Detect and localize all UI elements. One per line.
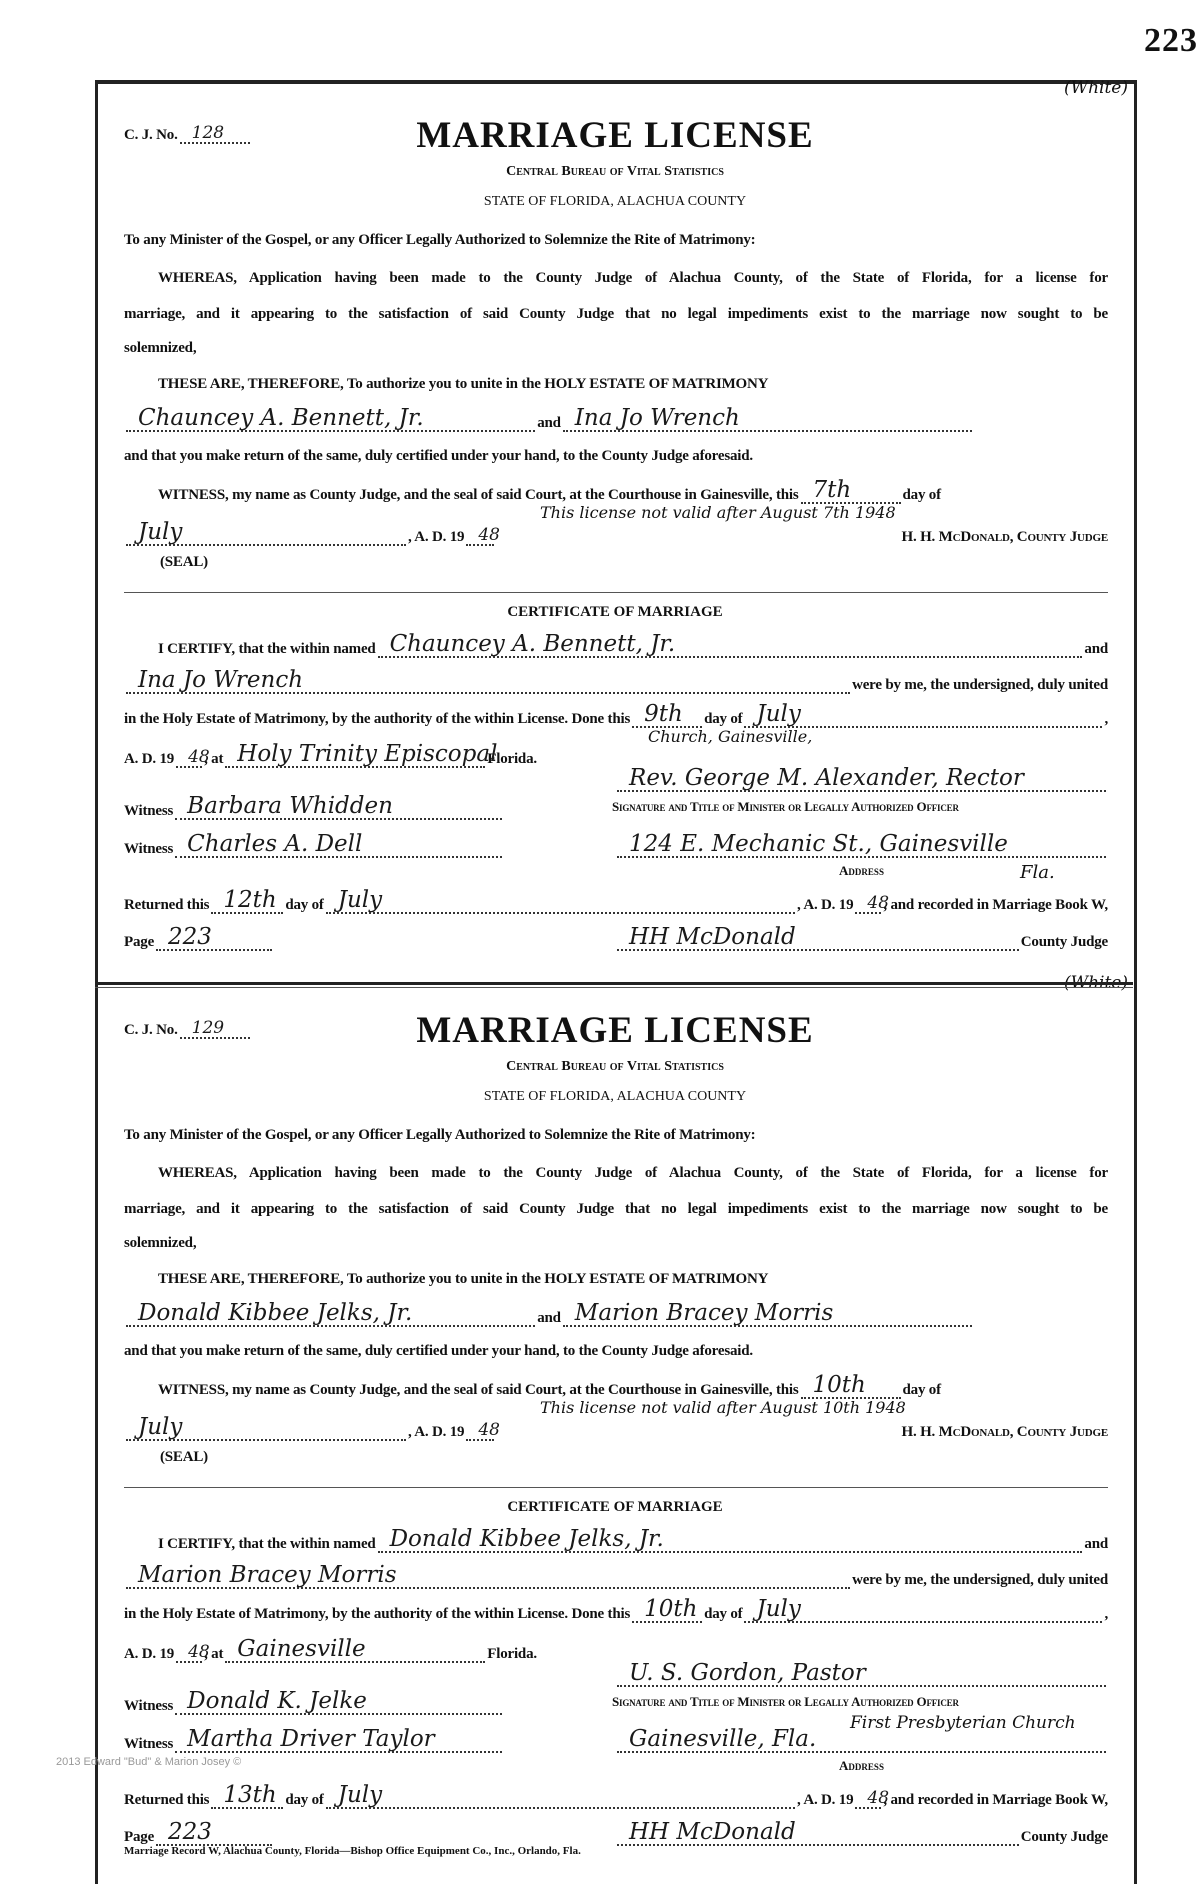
witness-1-field-handwriting: Barbara Whidden (187, 793, 393, 819)
comma: , (1104, 711, 1108, 727)
witness-label: Witness (124, 803, 174, 819)
place-field (225, 741, 498, 768)
returned-month-field-handwriting: July (337, 887, 383, 913)
license-month-field-handwriting: July (138, 1414, 183, 1440)
place-field-handwriting: Gainesville (237, 1636, 366, 1662)
cj-number-field-handwriting: 128 (191, 123, 225, 143)
officer-signature-field (617, 1660, 1106, 1687)
bride-name-field-handwriting: Marion Bracey Morris (574, 1300, 834, 1326)
marriage-record (0, 895, 1200, 1845)
cert-groom-field-handwriting: Donald Kibbee Jelks, Jr. (389, 1526, 664, 1552)
license-title: MARRIAGE LICENSE (416, 1010, 814, 1051)
bureau-subtitle: Central Bureau of Vital Statistics (506, 164, 724, 179)
license-year-field (466, 1419, 500, 1441)
returned-month-field-handwriting: July (337, 1782, 383, 1808)
cert-groom-field-handwriting: Chauncey A. Bennett, Jr. (389, 631, 676, 657)
state-county: STATE OF FLORIDA, ALACHUA COUNTY (483, 194, 747, 209)
and-text: and (1084, 641, 1108, 657)
cj-number-field-handwriting: 129 (191, 1018, 225, 1038)
at-text: , at (204, 751, 224, 767)
done-year-field (176, 1641, 210, 1663)
whereas-line-3: solemnized, (124, 340, 197, 356)
bureau-subtitle: Central Bureau of Vital Statistics (506, 1059, 724, 1074)
ad-text: , A. D. 19 (408, 1424, 465, 1440)
whereas-line-2: marriage, and it appearing to the satisfaction of said County Judge that no legal impediments exist to the marriage now sought to be (124, 1201, 1108, 1217)
witness-text: WITNESS, my name as County Judge, and the seal of said Court, at the Courthouse in Gainesville, this (158, 487, 799, 503)
certificate-heading: CERTIFICATE OF MARRIAGE (507, 1499, 723, 1515)
place-note: Church, Gainesville, (648, 727, 813, 746)
done-month-field (744, 1596, 1102, 1623)
officer-address-field (617, 831, 1106, 858)
page-number: 223 (1144, 22, 1198, 59)
returned-text: Returned this (124, 1792, 210, 1808)
book-page-field (156, 1819, 272, 1846)
done-month-field-handwriting: July (756, 701, 801, 727)
judge-signature-field-handwriting: HH McDonald (629, 924, 796, 950)
day-of-text: day of (285, 1792, 324, 1808)
license-month-field (126, 1414, 406, 1441)
groom-name-field (126, 1300, 535, 1327)
day-of-text: day of (285, 897, 324, 913)
place-field-handwriting: Holy Trinity Episcopal (237, 741, 498, 767)
officer-address-field (617, 1726, 1106, 1753)
cert-groom-field (378, 631, 1083, 658)
cj-number-field (180, 1017, 250, 1039)
address-label: Address (839, 1758, 884, 1773)
place-field (225, 1636, 485, 1663)
returned-year-field (855, 1787, 890, 1809)
whereas-line-1: WHEREAS, Application having been made to the County Judge of Alachua County, of the State of Florida, for a license for (158, 1165, 1108, 1181)
license-day-field-handwriting: 7th (812, 477, 852, 503)
done-year-field-handwriting: 48 (188, 747, 210, 767)
officer-signature-field-handwriting: Rev. George M. Alexander, Rector (629, 765, 1024, 791)
day-of-text: day of (902, 1382, 941, 1398)
judge-signature-field (617, 1819, 1019, 1846)
license-day-field-handwriting: 10th (812, 1372, 866, 1398)
holy-estate-text: in the Holy Estate of Matrimony, by the authority of the within License. Done this (124, 1606, 631, 1622)
section-rule (124, 592, 1108, 593)
cj-number-field (180, 122, 250, 144)
returned-year-field-handwriting: 48 (867, 893, 890, 913)
groom-name-field-handwriting: Chauncey A. Bennett, Jr. (138, 405, 424, 431)
day-of-text: day of (902, 487, 941, 503)
these-are-text: THESE ARE, THEREFORE, To authorize you to unite in the HOLY ESTATE OF MATRIMONY (158, 1271, 769, 1287)
done-day-field (632, 701, 702, 728)
copyright-watermark: 2013 Edward "Bud" & Marion Josey © (56, 1756, 242, 1768)
officer-address-field-handwriting: 124 E. Mechanic St., Gainesville (629, 831, 1008, 857)
address-continuation: Fla. (1020, 862, 1055, 883)
witness-2-field (175, 831, 502, 858)
witness-1-field (175, 1688, 502, 1715)
record-divider (95, 982, 1133, 988)
were-united-text: were by me, the undersigned, duly united (852, 677, 1108, 693)
officer-signature-label: Signature and Title of Minister or Legally Authorized Officer (612, 1694, 959, 1709)
florida-text: Florida. (487, 751, 537, 767)
license-title: MARRIAGE LICENSE (416, 115, 814, 156)
witness-1-field (175, 793, 502, 820)
to-any-minister: To any Minister of the Gospel, or any Officer Legally Authorized to Solemnize the Rite of Matrimony: (124, 1127, 756, 1143)
officer-address-field-handwriting: Gainesville, Fla. (629, 1726, 817, 1752)
cert-bride-field (126, 1562, 850, 1589)
certify-text: I CERTIFY, that the within named (158, 1536, 376, 1552)
were-united-text: were by me, the undersigned, duly united (852, 1572, 1108, 1588)
validity-note: This license not valid after August 10th 1948 (540, 1398, 906, 1417)
certify-text: I CERTIFY, that the within named (158, 641, 376, 657)
groom-name-field-handwriting: Donald Kibbee Jelks, Jr. (138, 1300, 413, 1326)
return-instruction: and that you make return of the same, duly certified under your hand, to the County Judge aforesaid. (124, 448, 753, 464)
judge-signature-field-handwriting: HH McDonald (629, 1819, 796, 1845)
ad-text: A. D. 19 (124, 1646, 175, 1662)
done-day-field-handwriting: 9th (644, 701, 683, 727)
license-year-field-handwriting: 48 (478, 1420, 500, 1440)
officer-signature-field-handwriting: U. S. Gordon, Pastor (629, 1660, 866, 1686)
returned-day-field-handwriting: 12th (223, 887, 277, 913)
witness-text: WITNESS, my name as County Judge, and the seal of said Court, at the Courthouse in Gainesville, this (158, 1382, 799, 1398)
day-of-text: day of (704, 711, 743, 727)
cj-number-label: C. J. No. (124, 127, 178, 143)
whereas-line-2: marriage, and it appearing to the satisfaction of said County Judge that no legal impediments exist to the marriage now sought to be (124, 306, 1108, 322)
to-any-minister: To any Minister of the Gospel, or any Officer Legally Authorized to Solemnize the Rite of Matrimony: (124, 232, 756, 248)
book-page-field-handwriting: 223 (168, 1819, 212, 1845)
judge-name: H. H. McDonald, County Judge (901, 1424, 1108, 1440)
book-page-field-handwriting: 223 (168, 924, 212, 950)
witness-2-field-handwriting: Martha Driver Taylor (187, 1726, 435, 1752)
done-year-field (176, 746, 210, 768)
license-day-field (801, 477, 901, 504)
at-text: , at (204, 1646, 224, 1662)
done-year-field-handwriting: 48 (188, 1642, 210, 1662)
section-rule (124, 1487, 1108, 1488)
license-month-field (126, 519, 406, 546)
florida-text: Florida. (487, 1646, 537, 1662)
license-month-field-handwriting: July (138, 519, 183, 545)
license-year-field-handwriting: 48 (478, 525, 500, 545)
address-note: First Presbyterian Church (850, 1713, 1076, 1733)
groom-name-field (126, 405, 535, 432)
license-day-field (801, 1372, 901, 1399)
returned-day-field (211, 1782, 283, 1809)
witness-1-field-handwriting: Donald K. Jelke (187, 1688, 367, 1714)
ad-text: , A. D. 19 (797, 1792, 854, 1808)
validity-note: This license not valid after August 7th 1948 (540, 503, 896, 522)
cert-bride-field (126, 667, 850, 694)
seal-text: (SEAL) (160, 1449, 208, 1465)
done-month-field-handwriting: July (756, 1596, 801, 1622)
returned-year-field-handwriting: 48 (867, 1788, 890, 1808)
these-are-text: THESE ARE, THEREFORE, To authorize you to unite in the HOLY ESTATE OF MATRIMONY (158, 376, 769, 392)
day-of-text: day of (704, 1606, 743, 1622)
returned-day-field-handwriting: 13th (223, 1782, 277, 1808)
witness-2-field (175, 1726, 502, 1753)
cert-bride-field-handwriting: Ina Jo Wrench (138, 667, 304, 693)
ad-text: , A. D. 19 (408, 529, 465, 545)
county-judge-label: County Judge (1020, 1829, 1108, 1845)
ad-text: , A. D. 19 (797, 897, 854, 913)
cert-bride-field-handwriting: Marion Bracey Morris (138, 1562, 397, 1588)
cj-number-label: C. J. No. (124, 1022, 178, 1038)
judge-name: H. H. McDonald, County Judge (901, 529, 1108, 545)
officer-signature-label: Signature and Title of Minister or Legally Authorized Officer (612, 799, 959, 814)
witness-label: Witness (124, 841, 174, 857)
witness-2-field-handwriting: Charles A. Dell (187, 831, 363, 857)
page-label: Page (124, 934, 155, 950)
race-note: (White) (1063, 973, 1128, 993)
officer-signature-field (617, 765, 1106, 792)
license-year-field (466, 524, 500, 546)
race-note: (White) (1063, 78, 1128, 98)
seal-text: (SEAL) (160, 554, 208, 570)
and-text: and (537, 1310, 561, 1326)
done-month-field (744, 701, 1102, 728)
comma: , (1104, 1606, 1108, 1622)
county-judge-label: County Judge (1020, 934, 1108, 950)
certificate-heading: CERTIFICATE OF MARRIAGE (507, 604, 723, 620)
page-label: Page (124, 1829, 155, 1845)
footer-imprint: Marriage Record W, Alachua County, Florida—Bishop Office Equipment Co., Inc., Orlando, Fla. (124, 1845, 581, 1857)
and-text: and (1084, 1536, 1108, 1552)
returned-text: Returned this (124, 897, 210, 913)
cert-groom-field (378, 1526, 1083, 1553)
returned-month-field (326, 1782, 795, 1809)
whereas-line-1: WHEREAS, Application having been made to the County Judge of Alachua County, of the State of Florida, for a license for (158, 270, 1108, 286)
recorded-text: , and recorded in Marriage Book W, (883, 1792, 1108, 1808)
bride-name-field (563, 1300, 972, 1327)
whereas-line-3: solemnized, (124, 1235, 197, 1251)
witness-label: Witness (124, 1698, 174, 1714)
address-label: Address (839, 863, 884, 878)
and-text: and (537, 415, 561, 431)
recorded-text: , and recorded in Marriage Book W, (883, 897, 1108, 913)
return-instruction: and that you make return of the same, duly certified under your hand, to the County Judge aforesaid. (124, 1343, 753, 1359)
witness-label: Witness (124, 1736, 174, 1752)
ad-text: A. D. 19 (124, 751, 175, 767)
state-county: STATE OF FLORIDA, ALACHUA COUNTY (483, 1089, 747, 1104)
bride-name-field (563, 405, 972, 432)
bride-name-field-handwriting: Ina Jo Wrench (574, 405, 740, 431)
done-day-field-handwriting: 10th (644, 1596, 698, 1622)
done-day-field (632, 1596, 702, 1623)
holy-estate-text: in the Holy Estate of Matrimony, by the authority of the within License. Done this (124, 711, 631, 727)
